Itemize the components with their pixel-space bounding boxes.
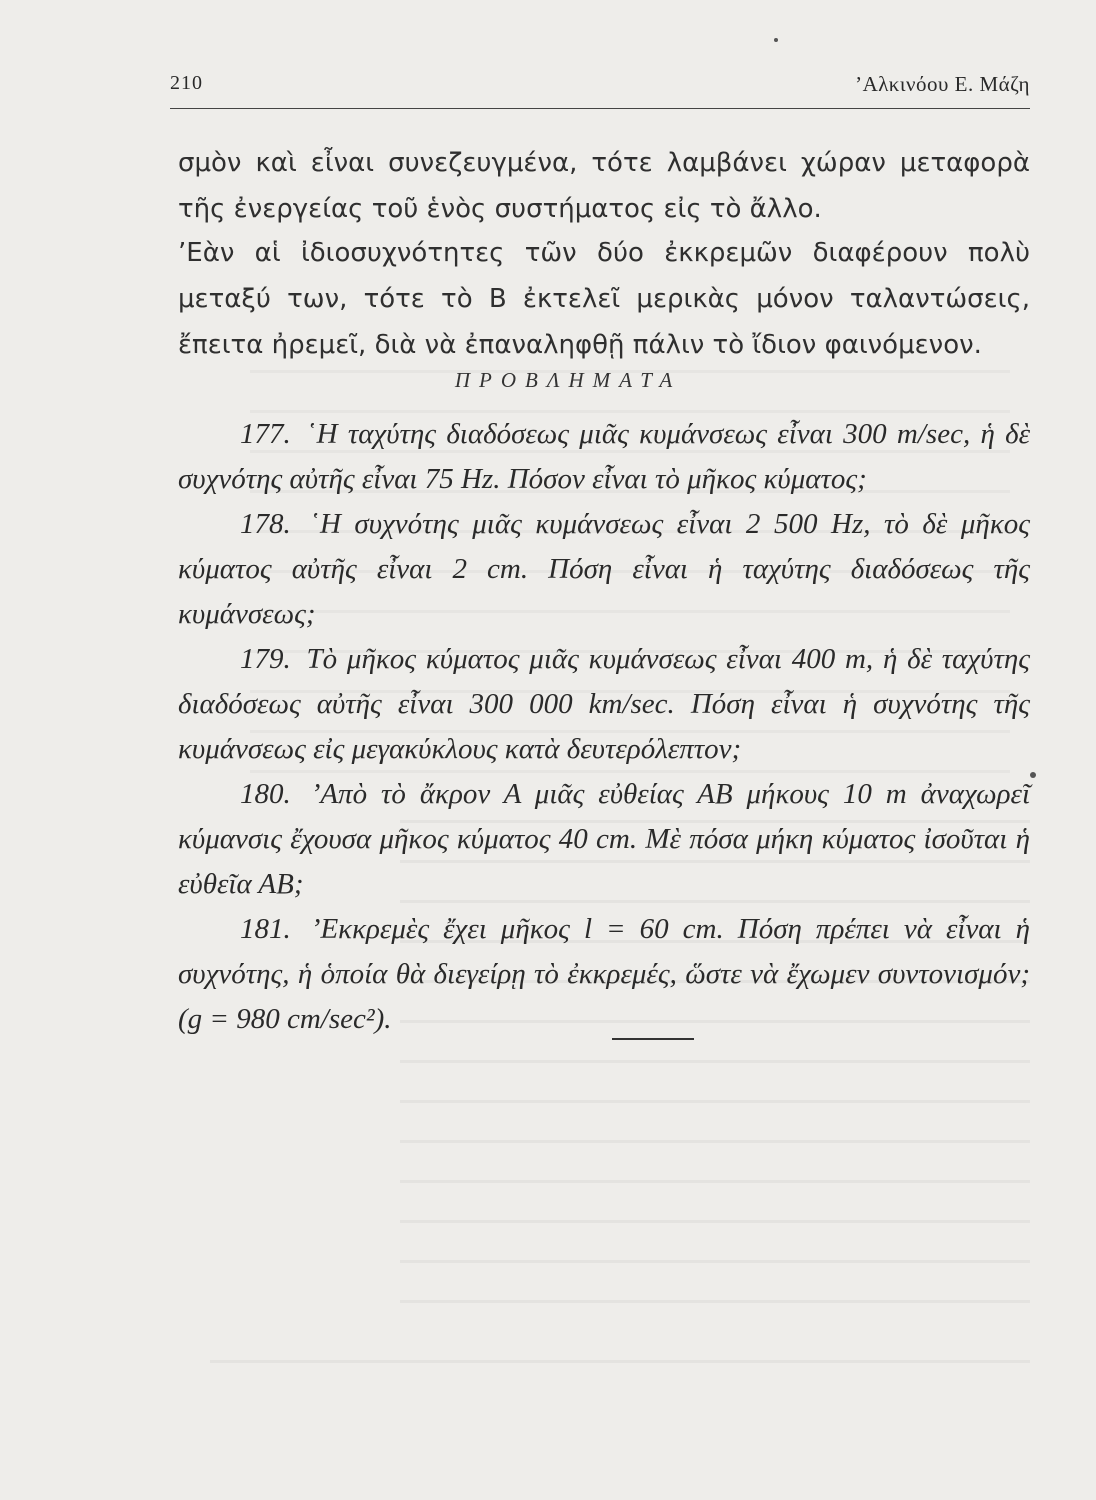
running-head: ’Αλκινόου Ε. Μάζη [855, 72, 1030, 96]
problem-178 [178, 502, 1030, 637]
header-rule [170, 108, 1030, 109]
problem-number: 178. [240, 508, 291, 540]
problem-number: 181. [240, 913, 291, 945]
problem-text: Τὸ μῆκος κύματος μιᾶς κυμάνσεως εἶναι 400 m, ἡ δὲ ταχύτης διαδόσεως αὐτῆς εἶναι 300 000 km/sec. Πόση εἶναι ἡ συχνότης τῆς κυμάνσεως εἰς μεγακύκλους κατὰ δευτερόλεπτον; [178, 643, 1030, 765]
end-rule [612, 1038, 694, 1040]
problem-number: 177. [240, 418, 291, 450]
problem-text: ῾Η συχνότης μιᾶς κυμάνσεως εἶναι 2 500 Hz, τὸ δὲ μῆκος κύματος αὐτῆς εἶναι 2 cm. Πόση εἶναι ἡ ταχύτης διαδόσεως τῆς κυμάνσεως; [178, 508, 1030, 630]
paper-speck [1030, 772, 1036, 778]
intro-paragraph-2 [178, 230, 1030, 368]
problem-177 [178, 412, 1030, 502]
page-header [170, 72, 1030, 104]
problem-181 [178, 907, 1030, 1042]
problem-number: 180. [240, 778, 291, 810]
page-number: 210 [170, 72, 203, 94]
problem-text: ’Απὸ τὸ ἄκρον Α μιᾶς εὐθείας ΑΒ μήκους 10 m ἀναχωρεῖ κύμανσις ἔχουσα μῆκος κύματος 40 cm. Μὲ πόσα μήκη κύματος ἰσοῦται ἡ εὐθεῖα ΑΒ; [178, 778, 1031, 900]
intro-paragraph-1: σμὸν καὶ εἶναι συνεζευγμένα, τότε λαμβάνει χώραν μεταφορὰ τῆς ἐνεργείας τοῦ ἑνὸς συστήματος εἰς τὸ ἄλλο. [178, 148, 1030, 224]
problems-list [178, 412, 1030, 1042]
section-title: ΠΡΟΒΛΗΜΑΤΑ [454, 368, 682, 392]
problem-number: 179. [240, 643, 291, 675]
problem-179 [178, 637, 1030, 772]
intro-paragraph-2-line-1: ’Εὰν αἱ ἰδιοσυχνότητες τῶν δύο ἐκκρεμῶν διαφέρουν πολὺ μεταξύ των, [178, 238, 1030, 314]
problem-180 [178, 772, 1030, 907]
problem-text: ῾Η ταχύτης διαδόσεως μιᾶς κυμάνσεως εἶναι 300 m/sec, ἡ δὲ συχνότης αὐτῆς εἶναι 75 Hz. Πόσον εἶναι τὸ μῆκος κύματος; [178, 418, 1031, 495]
paper-speck [774, 38, 778, 42]
intro-paragraph-2-rest: τότε τὸ Β ἐκτελεῖ μερικὰς μόνον ταλαντώσεις, ἔπειτα ἠρεμεῖ, διὰ νὰ ἐπαναληφθῇ πάλιν τὸ ἴδιον φαινόμενον. [178, 284, 1030, 360]
problem-text: ’Εκκρεμὲς ἔχει μῆκος l = 60 cm. Πόση πρέπει νὰ εἶναι ἡ συχνότης, ἡ ὁποία θὰ διεγείρῃ τὸ ἐκκρεμές, ὥστε νὰ ἔχωμεν συντονισμόν; (g = 980 cm/sec²). [178, 913, 1031, 1035]
